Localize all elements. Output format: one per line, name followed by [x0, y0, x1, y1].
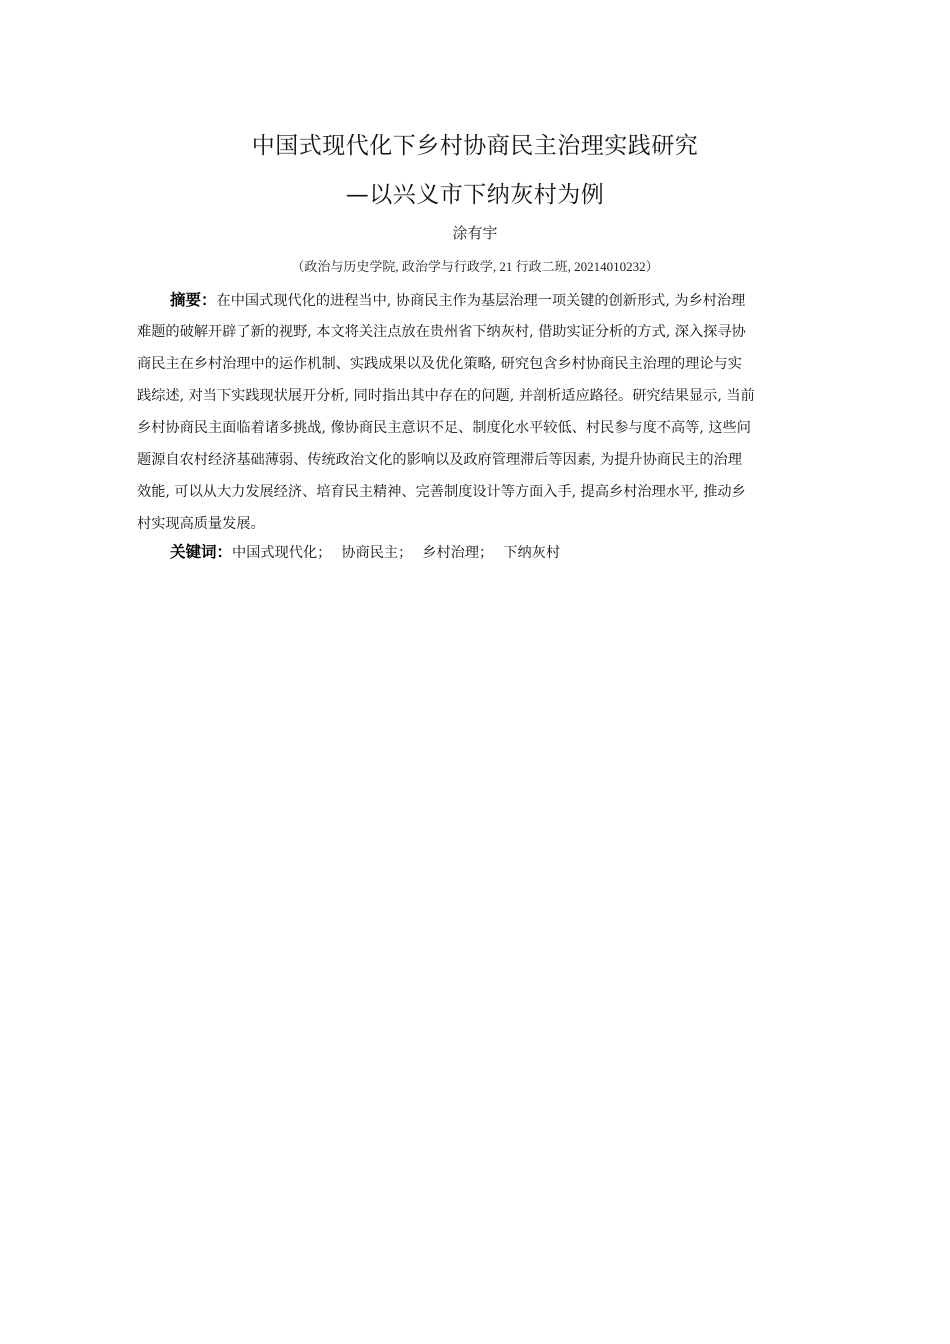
author-affiliation: （政治与历史学院, 政治学与行政学, 21 行政二班, 20214010232）: [291, 259, 659, 274]
abstract-line: 乡村协商民主面临着诸多挑战, 像协商民主意识不足、制度化水平较低、村民参与度不高等, 这些问: [137, 420, 751, 436]
keywords-label: 关键词：: [170, 543, 233, 561]
abstract-line: 商民主在乡村治理中的运作机制、实践成果以及优化策略, 研究包含乡村协商民主治理的理论与实: [137, 356, 742, 372]
abstract-line: 题源自农村经济基础薄弱、传统政治文化的影响以及政府管理滞后等因素, 为提升协商民主的治理: [137, 452, 742, 468]
keywords-block: [170, 538, 560, 567]
abstract-line: 践综述, 对当下实践现状展开分析, 同时指出其中存在的问题, 并剖析适应路径。研究结果显示, 当前: [137, 388, 755, 404]
abstract-line: 效能, 可以从大力发展经济、培育民主精神、完善制度设计等方面入手, 提高乡村治理水平, 推动乡: [137, 484, 746, 500]
keyword: 下纳灰村: [503, 545, 561, 561]
keyword: 中国式现代化；: [232, 545, 332, 561]
abstract-line: 难题的破解开辟了新的视野, 本文将关注点放在贵州省下纳灰村, 借助实证分析的方式, 深入探寻协: [137, 324, 746, 340]
paper-subtitle: —以兴义市下纳灰村为例: [345, 182, 605, 208]
author-name: 涂有宇: [452, 224, 498, 242]
abstract-label: 摘要：: [170, 291, 217, 309]
abstract-text: 在中国式现代化的进程当中, 协商民主作为基层治理一项关键的创新形式, 为乡村治理: [216, 293, 746, 309]
abstract-line: [137, 284, 857, 316]
abstract-block: [137, 284, 857, 540]
paper-title: 中国式现代化下乡村协商民主治理实践研究: [251, 133, 699, 159]
abstract-line: 村实现高质量发展。: [137, 516, 265, 532]
keyword: 协商民主；: [341, 545, 413, 561]
keyword: 乡村治理；: [422, 545, 494, 561]
